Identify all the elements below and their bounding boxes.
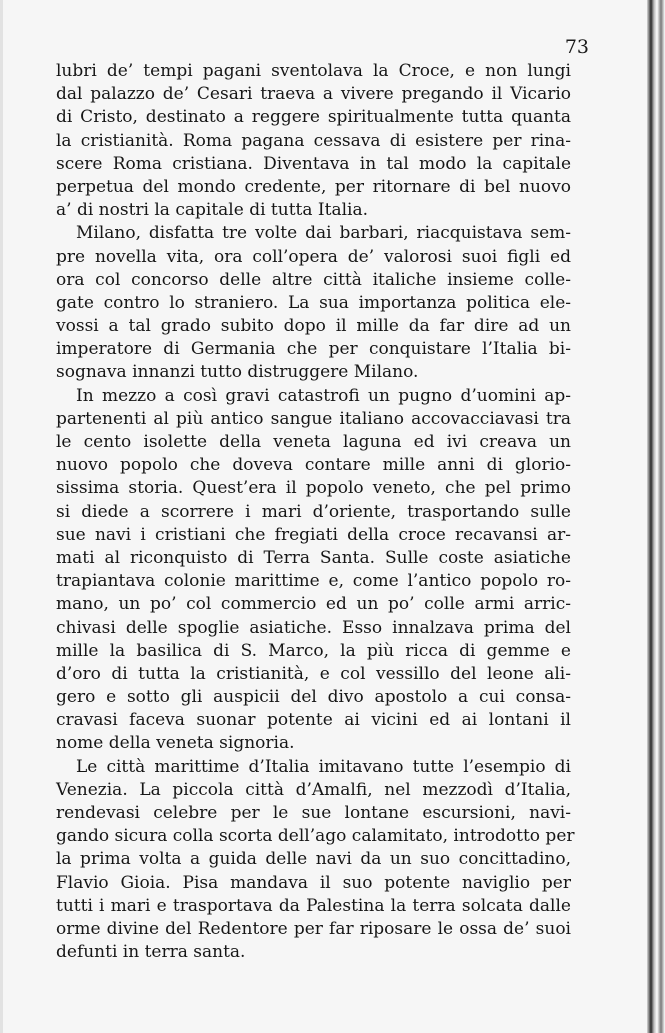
text-line: si diede a scorrere i mari d’oriente, trasportando sulle	[56, 501, 571, 522]
text-line: chivasi delle spoglie asiatiche. Esso innalzava prima del	[56, 617, 571, 638]
text-line: gate contro lo straniero. La sua importanza politica ele-	[56, 292, 571, 313]
text-line: In mezzo a così gravi catastrofi un pugno d’uomini ap-	[76, 385, 571, 406]
text-line: partenenti al più antico sangue italiano accovacciavasi tra	[56, 408, 571, 429]
text-line: le cento isolette della veneta laguna ed ivi creava un	[56, 432, 571, 452]
text-line: cravasi faceva suonar potente ai vicini ed ai lontani il	[56, 710, 571, 731]
text-line: scere Roma cristiana. Diventava in tal modo la capitale	[56, 153, 571, 174]
paragraph	[56, 60, 571, 222]
text-line: trapiantava colonie marittime e, come l’antico popolo ro-	[56, 571, 571, 592]
page-number: 73	[564, 36, 589, 58]
text-line: la cristianità. Roma pagana cessava di esistere per rina-	[56, 130, 571, 151]
text-line: Le città marittime d’Italia imitavano tutte l’esempio di	[76, 756, 571, 777]
text-line: Milano, disfatta tre volte dai barbari, riacquistava sem-	[76, 223, 571, 244]
text-line: la prima volta a guida delle navi da un suo concittadino,	[56, 849, 571, 870]
text-line: tutti i mari e trasportava da Palestina la terra solcata dalle	[56, 895, 571, 916]
text-line: lubri de’ tempi pagani sventolava la Croce, e non lungi	[56, 61, 571, 81]
text-line: defunti in terra santa.	[56, 942, 246, 963]
text-line: ora col concorso delle altre città italiche insieme colle-	[56, 269, 571, 290]
text-line: mille la basilica di S. Marco, la più ricca di gemme e	[56, 640, 571, 661]
paragraph	[56, 385, 571, 756]
text-line: gero e sotto gli auspicii del divo apostolo a cui consa-	[56, 687, 571, 708]
body-text	[56, 60, 575, 964]
text-line: perpetua del mondo credente, per ritornare di bel nuovo	[56, 176, 571, 197]
page-left-edge	[0, 0, 3, 1033]
text-line: gando sicura colla scorta dell’ago calamitato, introdotto per	[56, 826, 575, 847]
text-line: mati al riconquisto di Terra Santa. Sulle coste asiatiche	[56, 547, 571, 568]
text-line: imperatore di Germania che per conquistare l’Italia bi-	[56, 339, 571, 360]
text-line: orme divine del Redentore per far riposare le ossa de’ suoi	[56, 918, 571, 939]
text-line: Venezia. La piccola città d’Amalfi, nel mezzodì d’Italia,	[56, 779, 571, 800]
text-line: a’ di nostri la capitale di tutta Italia.	[56, 200, 368, 221]
paragraph	[56, 222, 571, 384]
page-right-edge	[647, 0, 665, 1033]
text-line: mano, un po’ col commercio ed un po’ colle armi arric-	[56, 594, 571, 615]
text-line: d’oro di tutta la cristianità, e col vessillo del leone ali-	[56, 663, 571, 684]
paragraph	[56, 756, 575, 965]
text-line: dal palazzo de’ Cesari traeva a vivere pregando il Vicario	[56, 84, 571, 105]
text-line: nuovo popolo che doveva contare mille anni di glorio-	[56, 455, 571, 476]
text-line: sue navi i cristiani che fregiati della croce recavansi ar-	[56, 524, 571, 545]
text-line: nome della veneta signoria.	[56, 733, 295, 754]
text-line: vossi a tal grado subito dopo il mille da far dire ad un	[56, 316, 571, 337]
text-line: sissima storia. Quest’era il popolo veneto, che pel primo	[56, 478, 571, 499]
text-line: sognava innanzi tutto distruggere Milano.	[56, 362, 419, 383]
text-line: rendevasi celebre per le sue lontane escursioni, navi-	[56, 803, 571, 823]
text-line: Flavio Gioia. Pisa mandava il suo potente naviglio per	[56, 872, 571, 893]
text-line: pre novella vita, ora coll’opera de’ valorosi suoi figli ed	[56, 246, 571, 267]
text-line: di Cristo, destinato a reggere spiritualmente tutta quanta	[56, 107, 571, 128]
